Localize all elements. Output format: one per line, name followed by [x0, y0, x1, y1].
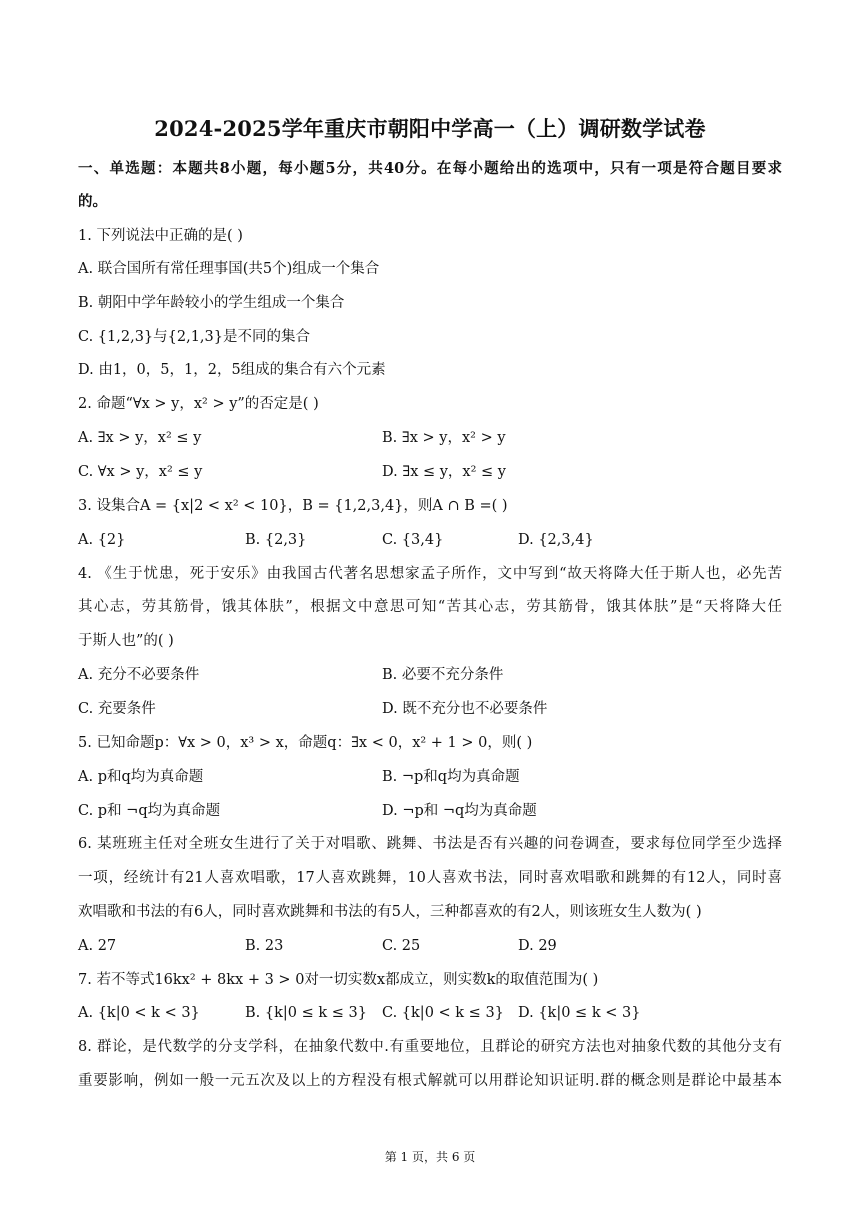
- question-2-option-a: A. ∃x > y，x² ≤ y: [78, 430, 202, 446]
- section-heading: 一、单选题：本题共8小题，每小题5分，共40分。在每小题给出的选项中，只有一项是符合题目要求: [78, 160, 782, 177]
- question-1-stem: 1. 下列说法中正确的是( ): [78, 228, 243, 244]
- question-7-option-c: C. {k|0 < k ≤ 3}: [382, 1005, 504, 1021]
- question-2-option-b: B. ∃x > y，x² > y: [382, 430, 506, 446]
- page-footer: 第 1 页，共 6 页: [384, 1150, 476, 1164]
- question-7-option-d: D. {k|0 ≤ k < 3}: [518, 1005, 641, 1021]
- question-1-option-a: A. 联合国所有常任理事国(共5个)组成一个集合: [78, 261, 380, 277]
- question-5-option-b: B. ¬p和q均为真命题: [382, 769, 520, 785]
- question-6-option-b: B. 23: [245, 938, 284, 954]
- section-heading-cont: 的。: [78, 193, 107, 210]
- question-4-option-d: D. 既不充分也不必要条件: [382, 701, 548, 717]
- question-5-option-d: D. ¬p和 ¬q均为真命题: [382, 803, 537, 819]
- question-2-option-d: D. ∃x ≤ y，x² ≤ y: [382, 464, 506, 480]
- question-4-stem-line-2: 其心志，劳其筋骨，饿其体肤”，根据文中意思可知“苦其心志，劳其筋骨，饿其体肤”是“天将降大任: [78, 599, 782, 615]
- question-4-stem-line-1: 4. 《生于忧患，死于安乐》由我国古代著名思想家孟子所作，文中写到“故天将降大任于斯人也，必先苦: [78, 566, 782, 582]
- question-6-option-a: A. 27: [78, 938, 117, 954]
- question-4-option-c: C. 充要条件: [78, 701, 156, 717]
- question-4-option-b: B. 必要不充分条件: [382, 667, 504, 683]
- question-1-option-b: B. 朝阳中学年龄较小的学生组成一个集合: [78, 295, 345, 311]
- question-7-option-a: A. {k|0 < k < 3}: [78, 1005, 200, 1021]
- question-4-stem-line-3: 于斯人也”的( ): [78, 633, 174, 649]
- question-6-stem-line-2: 一项，经统计有21人喜欢唱歌，17人喜欢跳舞，10人喜欢书法，同时喜欢唱歌和跳舞的有12人，同时喜: [78, 870, 782, 886]
- question-1-option-d: D. 由1，0，5，1，2，5组成的集合有六个元素: [78, 362, 386, 378]
- question-8-stem-line-1: 8. 群论，是代数学的分支学科，在抽象代数中.有重要地位，且群论的研究方法也对抽象代数的其他分支有: [78, 1039, 782, 1055]
- question-3-option-a: A. {2}: [78, 532, 126, 548]
- question-3-stem: 3. 设集合A = {x|2 < x² < 10}，B = {1,2,3,4}，则A ∩ B =( ): [78, 498, 508, 514]
- question-2-option-c: C. ∀x > y，x² ≤ y: [78, 464, 203, 480]
- question-6-stem-line-3: 欢唱歌和书法的有6人，同时喜欢跳舞和书法的有5人，三种都喜欢的有2人，则该班女生人数为( ): [78, 904, 702, 920]
- question-2-stem: 2. 命题“∀x > y，x² > y”的否定是( ): [78, 396, 319, 412]
- question-5-stem: 5. 已知命题p：∀x > 0，x³ > x，命题q：∃x < 0，x² + 1 > 0，则( ): [78, 735, 533, 751]
- question-7-stem: 7. 若不等式16kx² + 8kx + 3 > 0对一切实数x都成立，则实数k的取值范围为( ): [78, 972, 599, 988]
- question-4-option-a: A. 充分不必要条件: [78, 667, 200, 683]
- question-3-option-b: B. {2,3}: [245, 532, 307, 548]
- question-6-option-c: C. 25: [382, 938, 421, 954]
- question-8-stem-line-2: 重要影响，例如一般一元五次及以上的方程没有根式解就可以用群论知识证明.群的概念则是群论中最基本: [78, 1073, 782, 1089]
- question-1-option-c: C. {1,2,3}与{2,1,3}是不同的集合: [78, 329, 310, 345]
- exam-title: 2024-2025学年重庆市朝阳中学高一（上）调研数学试卷: [154, 116, 706, 141]
- question-6-stem-line-1: 6. 某班班主任对全班女生进行了关于对唱歌、跳舞、书法是否有兴趣的问卷调查，要求每位同学至少选择: [78, 836, 782, 852]
- question-5-option-a: A. p和q均为真命题: [78, 769, 204, 785]
- question-6-option-d: D. 29: [518, 938, 557, 954]
- question-5-option-c: C. p和 ¬q均为真命题: [78, 803, 221, 819]
- question-3-option-d: D. {2,3,4}: [518, 532, 594, 548]
- question-7-option-b: B. {k|0 ≤ k ≤ 3}: [245, 1005, 367, 1021]
- question-3-option-c: C. {3,4}: [382, 532, 444, 548]
